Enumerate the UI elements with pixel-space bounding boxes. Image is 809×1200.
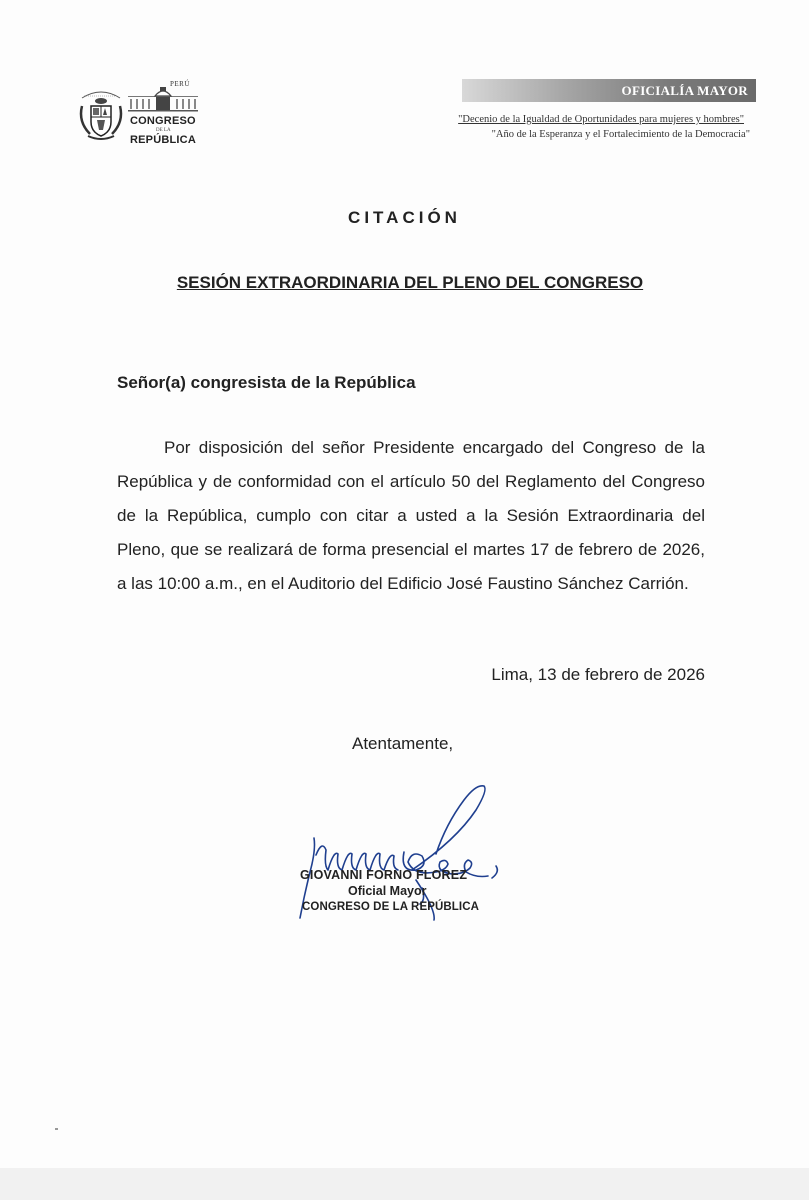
oficialia-mayor-banner [462,79,756,102]
place-date: Lima, 13 de febrero de 2026 [491,665,705,684]
congreso-logo [128,80,200,148]
anio-motto: "Año de la Esperanza y el Fortalecimiento de la Democracia" [491,129,750,140]
body-paragraph [117,431,705,601]
signatory-name: GIOVANNI FORNO FLOREZ [300,868,468,882]
body-paragraph-text: Por disposición del señor Presidente encargado del Congreso de la República y de conformidad con el artículo 50 del Reglamento del Congreso de la República, cumplo con citar a usted a la Sesión Extraordinaria del Pleno, que se realizará de forma presencial el martes 17 de febrero de 2026, a las 10:00 a.m., en el Auditorio del Edificio José Faustino Sánchez Carrión. [117,438,705,593]
decenio-motto: "Decenio de la Igualdad de Oportunidades para mujeres y hombres" [458,114,744,125]
peru-coat-of-arms-icon [78,84,124,142]
page-bottom-margin [0,1168,809,1200]
logo-dela-text: DE LA [156,128,171,133]
oficialia-mayor-label: OFICIALÍA MAYOR [621,83,748,98]
signatory-organization: CONGRESO DE LA REPÚBLICA [302,901,480,913]
document-subtitle: SESIÓN EXTRAORDINARIA DEL PLENO DEL CONGRESO [176,273,644,292]
document-title: CITACIÓN [348,208,461,227]
salutation: Señor(a) congresista de la República [117,373,416,392]
closing-phrase: Atentamente, [352,734,454,753]
scan-speck [55,1128,58,1130]
congress-building-icon [128,86,198,112]
logo-peru-text: PERÚ [170,80,190,88]
logo-republica-text: REPÚBLICA [130,134,196,146]
signatory-title: Oficial Mayor [348,884,427,898]
logo-congreso-text: CONGRESO [130,115,196,127]
